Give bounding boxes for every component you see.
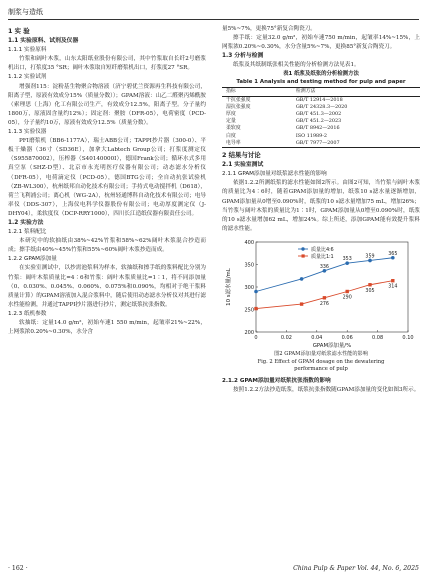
table-header-method: 检测方法 xyxy=(292,88,420,96)
para-continued-1: 量5%~7%，更换75°新复合陶瓷刀。 xyxy=(222,26,316,32)
right-column xyxy=(222,25,420,395)
heading-1-3: 1.3 分析与检测 xyxy=(222,53,264,60)
data-label: 305 xyxy=(365,288,375,294)
data-point xyxy=(254,290,258,294)
table-cell-item: 干抗张强度 xyxy=(226,96,251,103)
para-machine-params: 软抽纸：定量14.0 g/m²，初始车速1 550 m/min，起皱率21%~22%，上网浆浓0.20%~0.30%，水分含 xyxy=(8,320,206,336)
para-instruments: PFI磨浆机（BB6-1177A），瑞士ABB公司；TAPPI抄片器（300-0）、平板干燥器（36寸（SD36E），加拿大Labtech Group公司；打浆度测定仪（S955870002），压榨器（S40140000I），德国Frank公司；循环水式多用真空泵（SHZ-D型）、北京市永光明医疗仪器有限公司；动态滤水分析仪（DFR-05），电荷滴定仪（PCD-05），德国BTG公司；全自动抗张试验机（ZB-WL300），杭州纸邦自动化技术有限公司；手持式电动搅拌机（D618），荷兰飞利浦公司；离心机（WG-2A），杭州轻通博科自动化技术有限公司；电导率仪（DDS-307），上海仪电科学仪器股份有限公司；电动厚度测定仪（J-DHY04），柔软度仪（DCP-RRY1000），四川长江造纸仪器有限责任公司。 xyxy=(8,138,206,217)
table-cell-item: 定量 xyxy=(226,118,236,125)
data-point xyxy=(300,277,304,281)
data-point xyxy=(323,296,326,299)
data-label: 290 xyxy=(342,295,352,301)
table-row xyxy=(222,133,420,140)
heading-1-2-1: 1.2.1 浆料配比 xyxy=(8,229,47,236)
para-analysis: 纸浆及其纸制纸张相关性能的分析检测方法见表1。 xyxy=(233,62,360,69)
heading-1-1-3: 1.1.3 实验仪器 xyxy=(8,129,47,136)
heading-1-2-2: 1.2.2 GPAM添加量 xyxy=(8,256,57,263)
journal-citation: China Pulp & Paper Vol. 44, No. 6, 2025 xyxy=(293,565,419,572)
table-cell-method: GB/T 24328.3—2020 xyxy=(295,103,348,110)
data-point xyxy=(300,302,303,305)
table-row xyxy=(222,140,420,148)
heading-2-1: 2.1 实验室测试 xyxy=(222,162,264,169)
data-label: 353 xyxy=(342,257,352,263)
heading-1-1-1: 1.1.1 实验原料 xyxy=(8,47,47,54)
table-cell-method: GB/T 7977—2007 xyxy=(292,140,420,148)
section-heading-1: 1 实 验 xyxy=(8,27,30,35)
para-reagents: 增强剂115：淀粉基生物聚合物溶液（济宁碧优兰资源再生科技有限公司，阳离子型，原液有效成分15%（质量分数））；GPAM溶液：山乙二醛聚丙烯酰胺（索理思（上海）化工有限公司生产，有效成分12.5%，阳离子型。分子量约1800万，原液固含量约12%）；固定剂：聚胺（DFR-05），电荷密度（PCD-05），分子量约10万，原液有效成分12.5%（质量分数）。 xyxy=(8,83,206,126)
x-tick-label: 0.04 xyxy=(311,334,323,341)
figure-caption-en-2: performance of pulp xyxy=(294,366,348,373)
data-point xyxy=(346,290,349,293)
x-tick-label: 0.02 xyxy=(280,334,292,341)
data-label: 336 xyxy=(319,264,329,270)
data-point xyxy=(254,307,257,310)
table-row xyxy=(222,125,420,132)
left-column xyxy=(8,25,206,337)
heading-1-2-3: 1.2.3 纸机参数 xyxy=(8,310,47,317)
table-cell-method: GB/T 12914—2018 xyxy=(295,96,343,103)
x-tick-label: 0.08 xyxy=(372,334,384,341)
y-tick-label: 250 xyxy=(244,307,254,314)
y-tick-label: 200 xyxy=(244,329,254,336)
data-label: 314 xyxy=(388,284,398,290)
table-header-item: 指标 xyxy=(222,88,292,96)
page-number: · 162 · xyxy=(8,565,28,572)
heading-1-1: 1.1 实验原料、试剂及仪器 xyxy=(8,38,79,45)
header-rule xyxy=(8,19,419,20)
table-cell-item: 厚度 xyxy=(226,111,236,118)
legend-label: 质量比1∶1 xyxy=(311,253,334,260)
y-axis-label: 10 s滤水量/mL xyxy=(226,268,232,306)
table-row xyxy=(222,96,420,104)
table-cell-method: ISO 11989-2 xyxy=(295,132,328,139)
para-continued-2: 擦手纸：定量32.0 g/m²，初始车速750 m/min，起皱率14%~15%，上网浆浓0.20%~0.30%，水分含量5%~7%，更换85°新复合陶瓷刀。 xyxy=(222,35,420,51)
table-cell-item: 湿抗张强度 xyxy=(226,103,251,110)
heading-1-2: 1.2 实验方法 xyxy=(8,219,44,226)
table-cell-method: GB/T 451.3—2002 xyxy=(295,111,342,118)
table-row xyxy=(222,111,420,118)
x-tick-label: 0 xyxy=(254,334,258,341)
y-tick-label: 400 xyxy=(244,239,254,246)
data-point xyxy=(391,279,394,282)
para-pulp-ratio: 本研究中的软抽纸由38%~42%竹浆和58%~62%阔叶木浆混合抄造而成；擦手纸由40%~45%竹浆和55%~60%阔叶木浆抄造而成。 xyxy=(8,238,206,254)
x-tick-label: 0.10 xyxy=(402,334,414,341)
table-caption-cn: 表1 纸浆及纸张的分析检测方法 xyxy=(283,71,359,78)
section-heading-2: 2 结果与讨论 xyxy=(222,151,261,160)
table-row xyxy=(222,104,420,111)
methods-table xyxy=(222,87,420,148)
running-header xyxy=(8,6,419,18)
y-tick-label: 350 xyxy=(244,262,254,269)
data-point xyxy=(368,283,371,286)
legend-marker xyxy=(302,254,305,257)
table-row xyxy=(222,118,420,125)
legend-marker xyxy=(301,247,304,250)
data-label: 365 xyxy=(388,251,398,257)
table-cell-item: 白度 xyxy=(226,132,236,139)
para-gpam-dosage: 在实验室测试中，以抄需池浆料为样本，软抽纸和擦手纸的浆料配比分别为竹浆：阔叶木浆质量比=4∶6和竹浆：阔叶木浆质量比=1∶1，将不同添加量（0、0.030%、0.045%、0.060%、0.075%和0.090%，均相对于绝干浆料质量计算）的GPAM溶液加入混合浆料中，随后使用动态滤水分析仪对其进行滤水性能检测，并通过TAPPI抄片器进行抄片，测定纸浆抗张指数。 xyxy=(8,265,206,308)
table-cell-method: GB/T 451.2—2023 xyxy=(295,118,342,125)
x-axis-label: GPAM添加量/% xyxy=(312,342,352,349)
x-tick-label: 0.06 xyxy=(341,334,353,341)
para-tensile: 按照1.2.2方法抄造纸浆，纸浆抗张指数随GPAM添加量的变化如图3所示。 xyxy=(233,386,420,393)
table-cell-method: GB/T 8942—2016 xyxy=(295,125,340,132)
heading-2-1-1: 2.1.1 GPAM添加量对纸浆滤水性能的影响 xyxy=(222,171,327,178)
data-label: 359 xyxy=(365,254,375,260)
heading-1-1-2: 1.1.2 实验试剂 xyxy=(8,74,47,81)
legend-label: 质量比4∶6 xyxy=(311,246,334,253)
table-caption-en: Table 1 Analysis and testing method for pulp and paper xyxy=(236,79,406,86)
series-line xyxy=(256,258,393,292)
para-raw-materials: 竹浆和阔叶木浆，山东太阳纸业股份有限公司，其中竹浆取自长纤2号磨浆机出口，打浆度35 °SR；阔叶木浆取自短纤磨浆机出口，打浆度27 °SR。 xyxy=(8,56,206,72)
table-cell-item: 柔软度 xyxy=(226,125,241,132)
data-label: 276 xyxy=(319,301,329,307)
figure-caption-en-1: Fig. 2 Effect of GPAM dosage on the dewatering xyxy=(257,358,385,365)
heading-2-1-2: 2.1.2 GPAM添加量对纸浆抗张指数的影响 xyxy=(222,377,331,384)
y-tick-label: 300 xyxy=(244,284,254,291)
figure-caption-cn: 图2 GPAM添加量对纸浆滤水性能的影响 xyxy=(274,350,368,357)
table-cell-item: 电导率 xyxy=(222,140,292,148)
figure-2-chart xyxy=(222,236,420,351)
chart-svg xyxy=(222,236,420,351)
section-tag: 制浆与造纸 xyxy=(8,8,43,16)
para-dewatering: 依据1.2.2所测纸浆的滤水性能如图2所示。由图2可知，当竹浆与阔叶木浆的质量比为4∶6时，随着GPAM添加量的增加，纸浆10 s滤水量逐渐增加，GPAM添加量从0增至0.090%时，纸浆的10 s滤水量增加75 mL，增加26%；当竹浆与阔叶木浆的质量比为1∶1时，GPAM添加量从0增至0.090%时，纸浆的10 s滤水量增加62 mL，增加24%。综上所述，添加GPAM能有效提升浆料的滤水性能。 xyxy=(222,180,420,232)
